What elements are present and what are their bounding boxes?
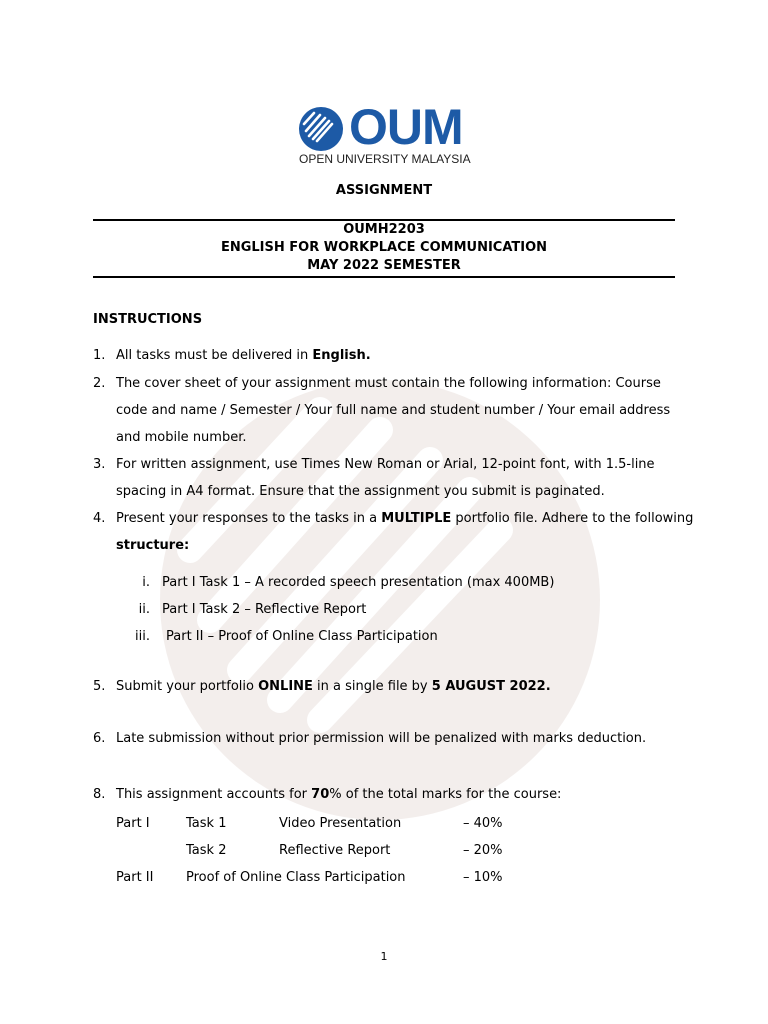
header-rule-bottom xyxy=(93,276,675,278)
oum-logo xyxy=(298,99,473,170)
marks-task: Task 1 xyxy=(186,816,227,831)
course-code: OUMH2203 xyxy=(343,222,425,237)
item-number: 5. xyxy=(93,679,106,694)
oum-logo-subtitle: OPEN UNIVERSITY MALAYSIA xyxy=(299,152,471,166)
sub-item-number: ii. xyxy=(138,602,150,617)
course-name: ENGLISH FOR WORKPLACE COMMUNICATION xyxy=(220,240,548,255)
marks-task: Task 2 xyxy=(186,843,227,858)
instruction-2-line-3: and mobile number. xyxy=(116,430,247,445)
sub-item-1: Part I Task 1 – A recorded speech presentation (max 400MB) xyxy=(162,575,555,590)
oum-logo-icon xyxy=(298,106,344,156)
instructions-heading: INSTRUCTIONS xyxy=(93,312,203,327)
item-number: 8. xyxy=(93,787,106,802)
instruction-2-line-2: code and name / Semester / Your full name and student number / Your email address xyxy=(116,403,671,418)
instruction-6: Late submission without prior permission will be penalized with marks deduction. xyxy=(116,731,647,746)
instruction-2-line-1: The cover sheet of your assignment must contain the following information: Course xyxy=(116,376,661,391)
sub-item-2: Part I Task 2 – Reflective Report xyxy=(162,602,367,617)
marks-item: Reflective Report xyxy=(279,843,391,858)
item-number: 6. xyxy=(93,731,106,746)
instruction-3-line-2: spacing in A4 format. Ensure that the assignment you submit is paginated. xyxy=(116,484,605,499)
page-number: 1 xyxy=(380,950,388,963)
marks-percentage: – 10% xyxy=(463,870,503,885)
marks-item: Proof of Online Class Participation xyxy=(186,870,406,885)
document-type: ASSIGNMENT xyxy=(335,183,433,198)
sub-item-number: iii. xyxy=(135,629,150,644)
marks-percentage: – 20% xyxy=(463,843,503,858)
instruction-3-line-1: For written assignment, use Times New Roman or Arial, 12-point font, with 1.5-line xyxy=(116,457,655,472)
marks-part: Part II xyxy=(116,870,154,885)
item-number: 2. xyxy=(93,376,106,391)
item-number: 4. xyxy=(93,511,106,526)
item-number: 1. xyxy=(93,348,106,363)
sub-item-3: Part II – Proof of Online Class Participation xyxy=(166,629,438,644)
instruction-5: Submit your portfolio ONLINE in a single file by 5 AUGUST 2022. xyxy=(116,679,551,694)
oum-logo-word: OUM xyxy=(349,99,463,155)
item-number: 3. xyxy=(93,457,106,472)
instruction-4-line-2: structure: xyxy=(116,538,190,553)
marks-item: Video Presentation xyxy=(279,816,402,831)
marks-part: Part I xyxy=(116,816,150,831)
semester: MAY 2022 SEMESTER xyxy=(307,258,461,273)
sub-item-number: i. xyxy=(142,575,150,590)
instruction-8: This assignment accounts for 70% of the total marks for the course: xyxy=(116,787,562,802)
marks-percentage: – 40% xyxy=(463,816,503,831)
instruction-4-line-1: Present your responses to the tasks in a MULTIPLE portfolio file. Adhere to the following xyxy=(116,511,694,526)
header-rule-top xyxy=(93,219,675,221)
instruction-1: All tasks must be delivered in English. xyxy=(116,348,371,363)
